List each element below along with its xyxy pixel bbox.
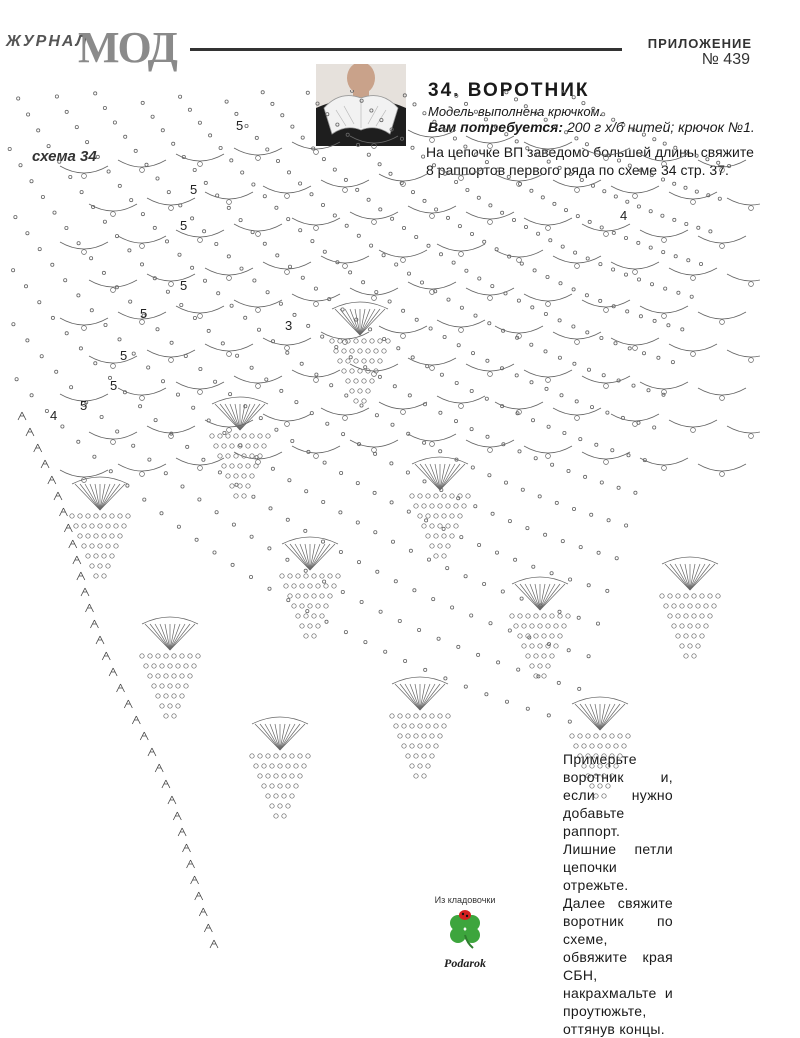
requirements-value: 200 г х/б нитей; крючок №1. [566,119,755,135]
header-rule [190,48,622,51]
magazine-logo: МОД [78,23,176,72]
intro-text: На цепочке ВП заведомо большей длины свяжите 8 раппортов первого ряда по схеме 34 стр. 37. [426,144,754,178]
row-number-label: 5 [140,306,148,321]
magazine-prefix: ЖУРНАЛ [6,33,89,50]
row-number-label: 5 [180,218,188,233]
credit-block [425,895,505,971]
row-number-label: 4 [50,408,58,423]
model-line: Модель выполнена крючком. [428,104,604,119]
row-number-label: 5 [120,348,128,363]
ladybug-icon [459,910,471,920]
scheme-label: схема 34 [32,148,97,165]
clover-icon [443,905,487,949]
fitting-note: Примерьте воротник и, если нужно добавьте раппорт. Лишние петли цепочки отрежьте. Далее свяжите воротник по схеме, обвяжите края СБН, накрахмальте и проутюжьте, оттянув концы. [563,751,673,1037]
row-number-label: 5 [190,182,198,197]
credit-caption: Из кладовочки [434,895,496,905]
row-number-label: 5 [236,118,244,133]
row-number-label: 5 [80,398,88,413]
row-number-label: 4 [620,208,628,223]
row-number-label: 5 [110,378,118,393]
row-number-label: 3 [285,318,293,333]
row-number-label: 5 [180,278,188,293]
article-title: 34. ВОРОТНИК [428,80,590,101]
credit-signature: Podarok [444,956,486,970]
supplement-label: ПРИЛОЖЕНИЕ [647,36,752,51]
requirements-label: Вам потребуется: [428,119,564,135]
issue-number: № 439 [701,51,750,68]
